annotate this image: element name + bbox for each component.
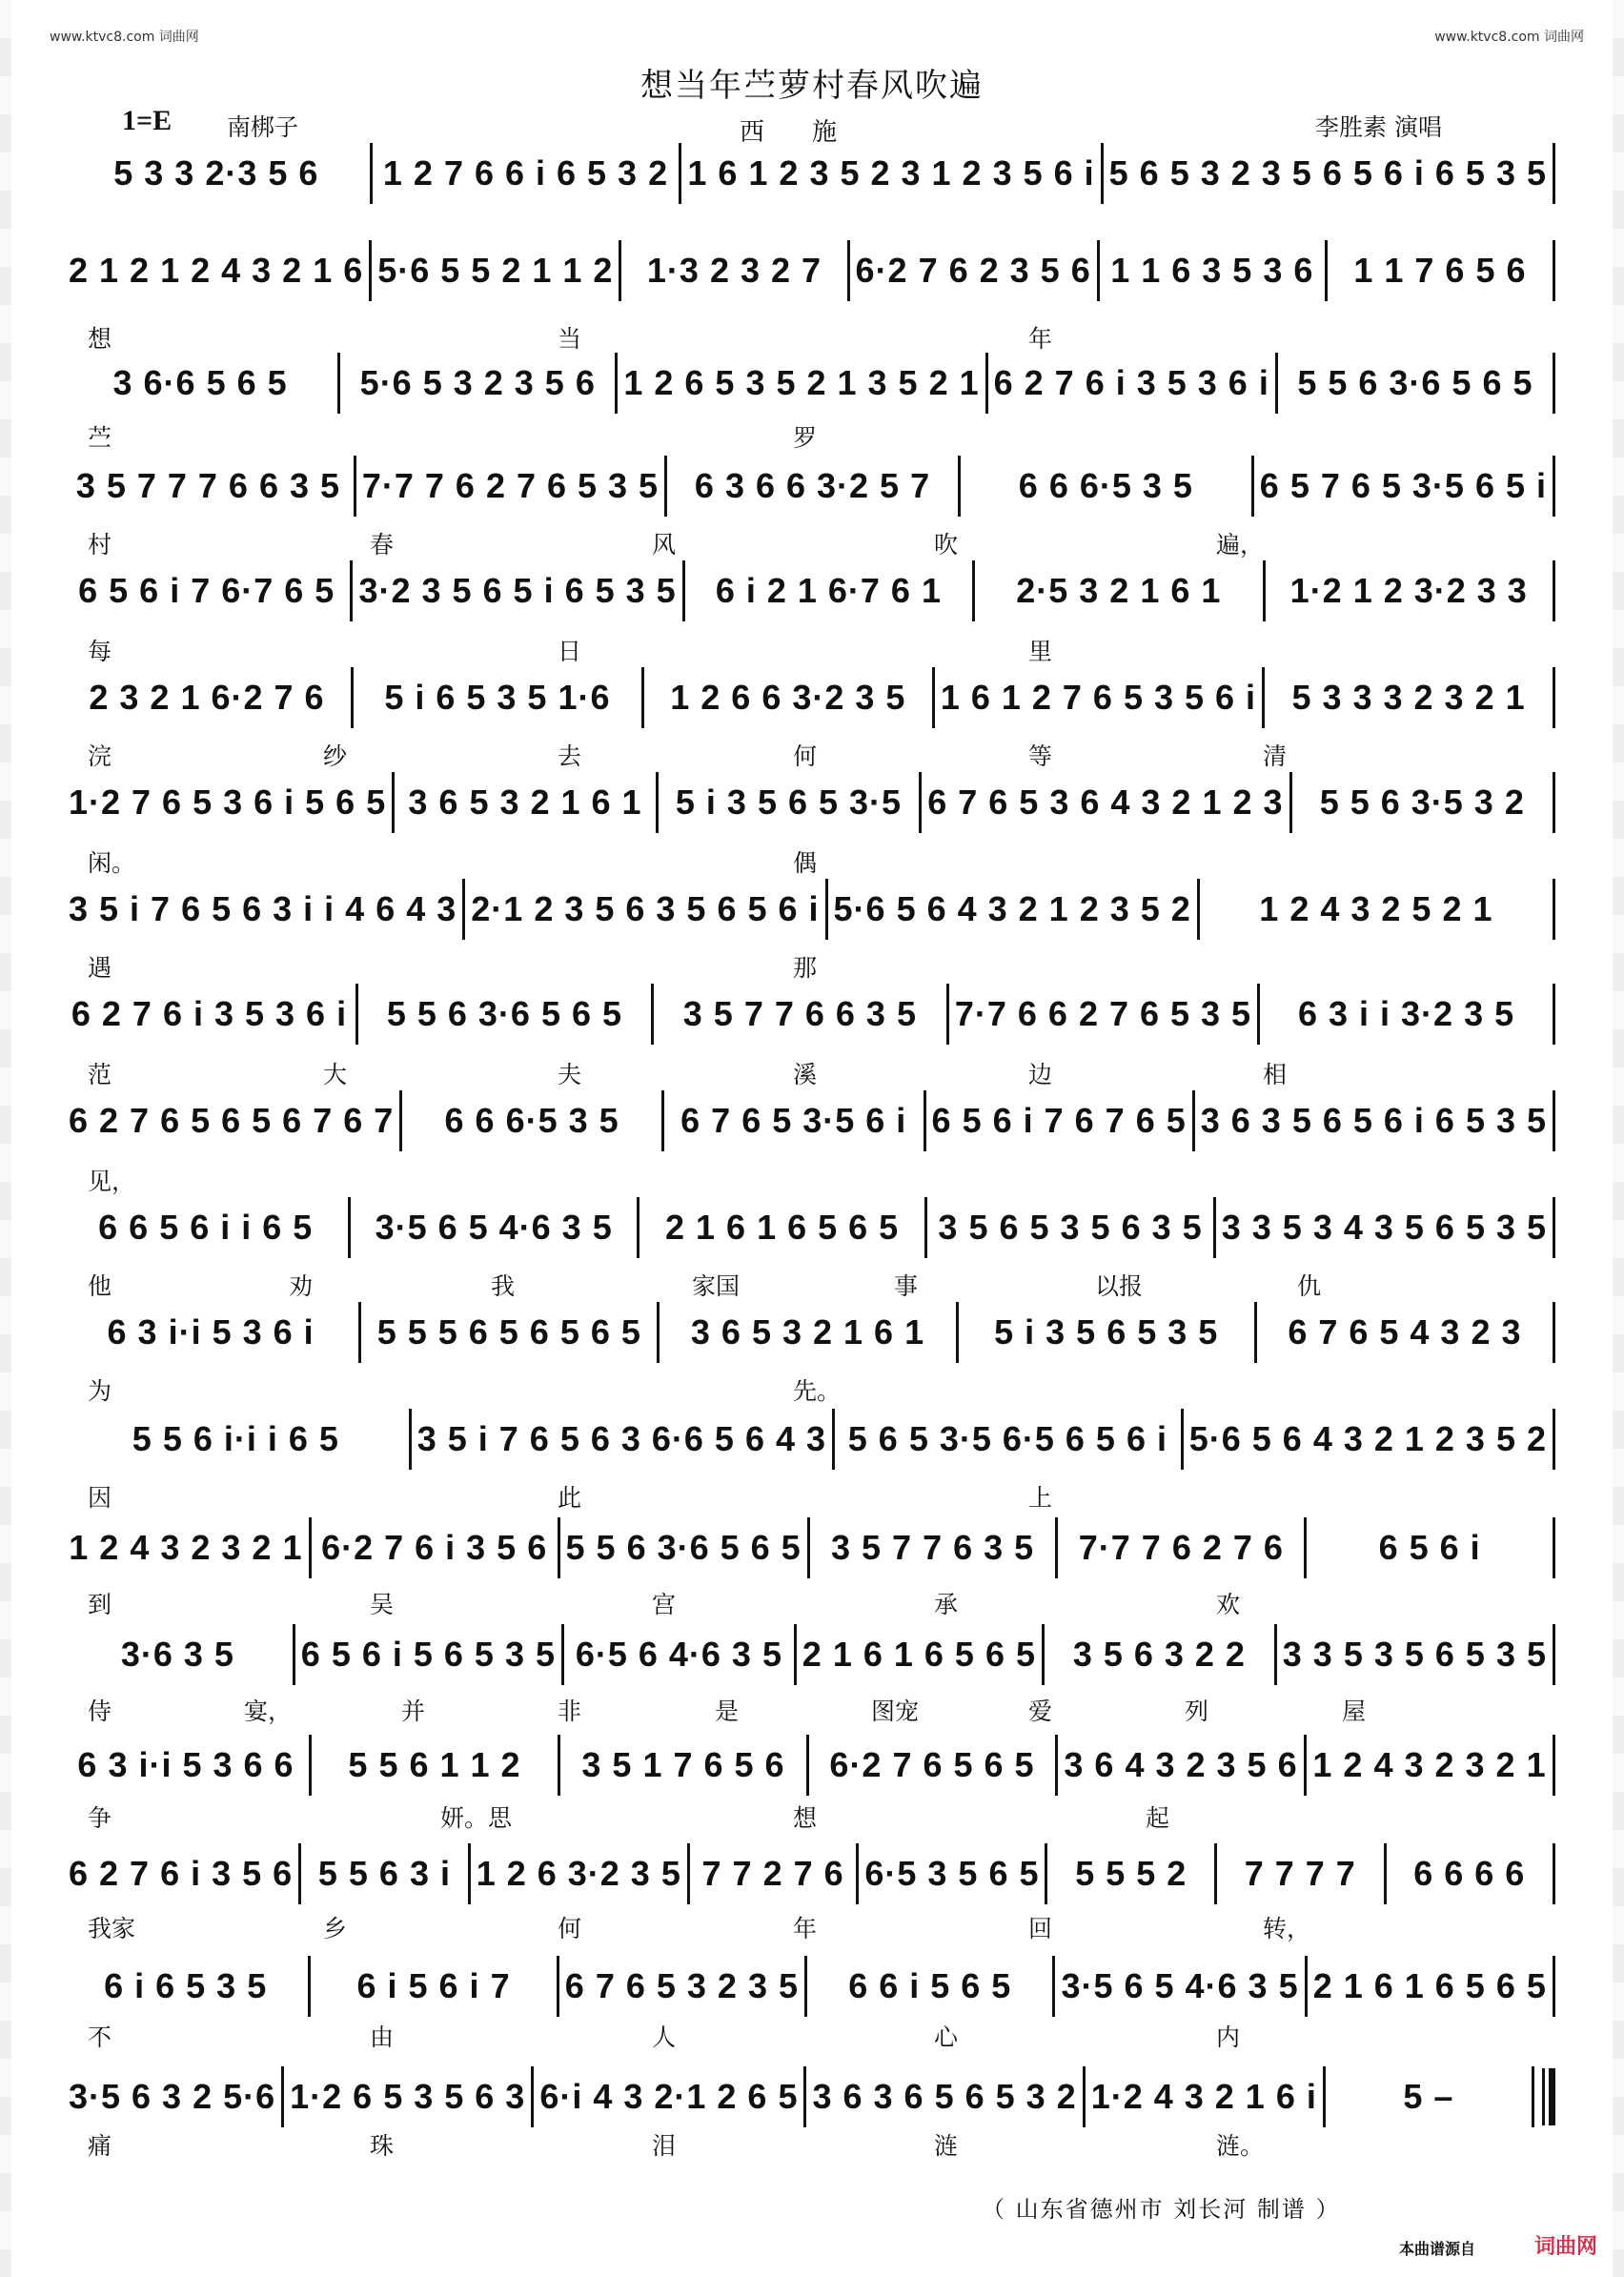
lyric-word: 去 [558,742,582,770]
measure: 3 6 3 6 5 6 5 3 2 [806,2066,1085,2127]
lyric-line [69,2127,1555,2158]
lyric-word: 何 [558,1915,582,1942]
measure: 7 7 2 7 6 [690,1843,860,1904]
lyric-word: 妍。思 [440,1804,513,1832]
measure: 3 5 7 7 6 6 3 5 [654,984,949,1045]
measure: 6 5 6 i 7 6·7 6 5 [69,560,353,621]
measure: 3 5 6 3 2 2 [1045,1624,1277,1685]
lyric-word: 是 [715,1698,740,1725]
lyric-word: 图宠 [871,1698,920,1725]
measure: 6 2 7 6 i 3 5 3 6 i [988,353,1278,414]
measure: 5 3 3 3 2 3 2 1 [1265,667,1555,728]
measure: 5 5 6 1 1 2 [312,1735,560,1796]
lyric-word: 夫 [558,1061,582,1088]
score-line [69,240,1555,301]
lyric-line [69,1910,1555,1941]
lyric-word: 年 [793,1915,818,1942]
lyric-line [69,320,1555,351]
measure: 6 2 7 6 i 3 5 6 [69,1843,301,1904]
left-edge-strip [0,0,11,2277]
measure: 1 1 7 6 5 6 [1328,240,1555,301]
lyric-word: 涟 [934,2132,959,2160]
score-line [69,1197,1555,1258]
measure: 6 7 6 5 3 2 3 5 [559,1956,807,2017]
measure: 5 – [1326,2066,1534,2127]
lyric-word: 遇 [88,954,112,982]
measure: 3 6 5 3 2 1 6 1 [660,1302,958,1363]
lyric-word: 劝 [289,1272,314,1300]
measure: 6 6 5 6 i i 6 5 [69,1197,351,1258]
measure: 3·2 3 5 6 5 i 6 5 3 5 [353,560,684,621]
lyric-line [69,1799,1555,1830]
lyric-word: 村 [88,531,112,559]
score-line [69,560,1555,621]
measure: 1·2 4 3 2 1 6 i [1086,2066,1326,2127]
site-url-right: www.ktvc8.com 词曲网 [1434,30,1584,45]
lyric-word: 到 [88,1591,112,1618]
measure: 5 5 5 6 5 6 5 6 5 [361,1302,660,1363]
score-line [69,1843,1555,1904]
lyric-line [69,1693,1555,1723]
measure: 6 i 6 5 3 5 [69,1956,311,2017]
measure: 2 1 6 1 6 5 6 5 [639,1197,927,1258]
lyric-word: 回 [1028,1915,1053,1942]
measure: 6·i 4 3 2·1 2 6 5 [534,2066,806,2127]
measure: 6 7 6 5 4 3 2 3 [1257,1302,1555,1363]
measure: 5 5 6 i·i i 6 5 [69,1409,412,1470]
lyric-word: 由 [370,2023,395,2051]
measure: 3 5 7 7 7 6 6 3 5 [69,456,356,517]
lyric-line [69,738,1555,768]
measure: 1 6 1 2 7 6 5 3 5 6 i [935,667,1265,728]
measure: 1·2 6 5 3 5 6 3 [284,2066,534,2127]
measure: 6·2 7 6 2 3 5 6 [850,240,1100,301]
lyric-word: 仇 [1297,1272,1322,1300]
measure: 3 5 6 5 3 5 6 3 5 [927,1197,1215,1258]
measure: 3·5 6 5 4·6 3 5 [1055,1956,1307,2017]
measure: 6 5 6 i 7 6 7 6 5 [926,1090,1195,1151]
measure: 1 2 7 6 6 i 6 5 3 2 [373,143,682,204]
measure: 6 5 6 i [1307,1517,1555,1578]
measure: 6 7 6 5 3 6 4 3 2 1 2 3 [922,772,1291,833]
transcriber-credit: （ 山东省德州市 刘长河 制谱 ） [982,2196,1341,2223]
source-label: 本曲谱源自 [1399,2240,1476,2258]
measure: 2 1 2 1 2 4 3 2 1 6 [69,240,372,301]
score-line [69,1090,1555,1151]
score-line [69,772,1555,833]
measure: 6 2 7 6 5 6 5 6 7 6 7 [69,1090,402,1151]
measure: 6 3 i i 3·2 3 5 [1260,984,1555,1045]
lyric-word: 风 [652,531,677,559]
measure: 6 6 i 5 6 5 [807,1956,1055,2017]
measure: 5 i 6 5 3 5 1·6 [354,667,644,728]
lyric-word: 此 [558,1484,582,1512]
lyric-word: 非 [558,1698,582,1725]
measure: 3·5 6 5 4·6 3 5 [351,1197,639,1258]
measure: 6 6 6·5 3 5 [961,456,1254,517]
lyric-word: 并 [401,1698,426,1725]
measure: 5 5 6 3·6 5 6 5 [560,1517,810,1578]
lyric-line [69,949,1555,980]
measure: 5 5 5 2 [1047,1843,1217,1904]
measure: 6·5 3 5 6 5 [859,1843,1047,1904]
measure: 6 5 6 i 5 6 5 3 5 [295,1624,564,1685]
lyric-line [69,1479,1555,1510]
measure: 3 5 i 7 6 5 6 3 i i 4 6 4 3 [69,879,465,940]
lyric-word: 他 [88,1272,112,1300]
measure: 5·6 5 3 2 3 5 6 [340,353,618,414]
lyric-word: 起 [1146,1804,1170,1832]
score-line [69,1409,1555,1470]
measure: 5 5 6 3 i [301,1843,471,1904]
measure: 6 5 7 6 5 3·5 6 5 i [1254,456,1555,517]
lyric-word: 侍 [88,1698,112,1725]
lyric-line [69,526,1555,557]
lyric-word: 痛 [88,2132,112,2160]
lyric-word: 我 [491,1272,516,1300]
measure: 1 2 6 5 3 5 2 1 3 5 2 1 [618,353,987,414]
measure: 5·6 5 6 4 3 2 1 2 3 5 2 [1184,1409,1555,1470]
measure: 1 2 6 6 3·2 3 5 [644,667,935,728]
measure: 6 i 2 1 6·7 6 1 [685,560,975,621]
lyric-word: 当 [558,325,582,353]
lyric-word: 人 [652,2023,677,2051]
lyric-word: 罗 [793,424,818,452]
measure: 5·6 5 6 4 3 2 1 2 3 5 2 [828,879,1200,940]
lyric-word: 宫 [652,1591,677,1618]
lyric-word: 承 [934,1591,959,1618]
lyric-word: 想 [793,1804,818,1832]
lyric-line [69,2019,1555,2049]
lyric-word: 因 [88,1484,112,1512]
measure: 7·7 7 6 2 7 6 [1058,1517,1307,1578]
lyric-word: 日 [558,638,582,665]
score-line [69,667,1555,728]
measure: 3 6 4 3 2 3 5 6 [1058,1735,1307,1796]
role-name: 西施 [740,118,885,147]
measure: 2·1 2 3 5 6 3 5 6 5 6 i [465,879,827,940]
lyric-line [69,1268,1555,1298]
measure: 1 2 4 3 2 3 2 1 [69,1517,312,1578]
measure: 1·2 7 6 5 3 6 i 5 6 5 [69,772,395,833]
lyric-line [69,633,1555,663]
score-line [69,984,1555,1045]
lyric-word: 内 [1216,2023,1241,2051]
lyric-line [69,1163,1555,1193]
lyric-word: 事 [894,1272,919,1300]
score-line [69,143,1555,204]
score-line [69,1956,1555,2017]
measure: 3·6 3 5 [69,1624,295,1685]
lyric-word: 偶 [793,849,818,877]
lyric-word: 先。 [793,1377,842,1405]
measure: 3 5 i 7 6 5 6 3 6·6 5 6 4 3 [412,1409,835,1470]
score-line [69,1735,1555,1796]
measure: 6·2 7 6 5 6 5 [809,1735,1058,1796]
measure: 1 2 6 3·2 3 5 [471,1843,690,1904]
lyric-word: 以报 [1095,1272,1144,1300]
measure: 2 1 6 1 6 5 6 5 [797,1624,1045,1685]
measure: 2 1 6 1 6 5 6 5 [1308,1956,1555,2017]
tune-type: 南梆子 [227,113,299,141]
measure: 6 i 5 6 i 7 [311,1956,558,2017]
lyric-line [69,1056,1555,1087]
lyric-word: 每 [88,638,112,665]
measure: 6 6 6 6 [1387,1843,1556,1904]
lyric-word: 心 [934,2023,959,2051]
right-edge-strip [1613,0,1624,2277]
measure: 1·3 2 3 2 7 [621,240,849,301]
lyric-word: 家国 [692,1272,741,1300]
lyric-word: 为 [88,1377,112,1405]
lyric-word: 春 [370,531,395,559]
lyric-word: 宴， [244,1698,293,1725]
measure: 3 6 3 5 6 5 6 i 6 5 3 5 [1195,1090,1555,1151]
song-title: 想当年苎萝村春风吹遍 [640,67,984,105]
lyric-word: 爱 [1028,1698,1053,1725]
lyric-word: 溪 [793,1061,818,1088]
measure: 5 i 3 5 6 5 3 5 [959,1302,1257,1363]
lyric-word: 争 [88,1804,112,1832]
lyric-word: 泪 [652,2132,677,2160]
lyric-word: 列 [1185,1698,1209,1725]
measure: 6 3 6 6 3·2 5 7 [667,456,961,517]
lyric-word: 吹 [934,531,959,559]
key-signature: 1=E [122,105,173,136]
measure: 3 6·6 5 6 5 [69,353,340,414]
lyric-word: 浣 [88,742,112,770]
lyric-word: 闲。 [88,849,136,877]
lyric-word: 纱 [323,742,348,770]
lyric-line [69,1586,1555,1616]
lyric-word: 何 [793,742,818,770]
measure: 3 6 5 3 2 1 6 1 [395,772,659,833]
lyric-word: 不 [88,2023,112,2051]
lyric-word: 吴 [370,1591,395,1618]
lyric-word: 遍， [1216,531,1265,559]
score-line [69,1517,1555,1578]
lyric-word: 大 [323,1061,348,1088]
lyric-word: 转， [1263,1915,1311,1942]
measure: 6·2 7 6 i 3 5 6 [312,1517,560,1578]
lyric-word: 相 [1263,1061,1288,1088]
measure: 1·2 1 2 3·2 3 3 [1266,560,1555,621]
measure: 5 5 6 3·6 5 6 5 [1278,353,1555,414]
lyric-line [69,419,1555,450]
measure: 1 2 4 3 2 3 2 1 [1307,1735,1555,1796]
lyric-word: 乡 [323,1915,348,1942]
measure: 6·5 6 4·6 3 5 [564,1624,797,1685]
measure: 5 6 5 3·5 6·5 6 5 6 i [835,1409,1184,1470]
lyric-word: 欢 [1216,1591,1241,1618]
score-line [69,353,1555,414]
measure: 7·7 6 6 2 7 6 5 3 5 [949,984,1260,1045]
lyric-word: 涟。 [1216,2132,1265,2160]
lyric-word: 等 [1028,742,1053,770]
lyric-word: 见， [88,1168,136,1195]
measure: 6 7 6 5 3·5 6 i [664,1090,926,1151]
measure: 5 6 5 3 2 3 5 6 5 6 i 6 5 3 5 [1104,143,1555,204]
measure: 3 3 5 3 5 6 5 3 5 [1277,1624,1555,1685]
lyric-word: 屋 [1342,1698,1367,1725]
site-logo: 词曲网 [1534,2235,1598,2259]
measure: 1 2 4 3 2 5 2 1 [1200,879,1555,940]
final-barline-thick [1549,2068,1555,2125]
lyric-word: 年 [1028,325,1053,353]
score-line [69,2066,1555,2127]
measure: 3 3 5 3 4 3 5 6 5 3 5 [1216,1197,1555,1258]
measure: 5 5 6 3·5 3 2 [1292,772,1556,833]
measure: 6 3 i·i 5 3 6 6 [69,1735,312,1796]
measure: 5·6 5 5 2 1 1 2 [372,240,621,301]
final-barline-thin [1542,2068,1545,2125]
lyric-word: 上 [1028,1484,1053,1512]
measure: 5 3 3 2·3 5 6 [69,143,373,204]
measure: 7·7 7 6 2 7 6 5 3 5 [356,456,667,517]
lyric-word: 苎 [88,424,112,452]
measure: 6 6 6·5 3 5 [402,1090,664,1151]
measure: 3·5 6 3 2 5·6 [69,2066,284,2127]
lyric-word: 边 [1028,1061,1053,1088]
site-url-left: www.ktvc8.com 词曲网 [50,30,199,45]
lyric-word: 清 [1263,742,1288,770]
measure: 3 5 7 7 6 3 5 [810,1517,1059,1578]
lyric-word: 珠 [370,2132,395,2160]
measure: 2·5 3 2 1 6 1 [975,560,1265,621]
measure: 6 2 7 6 i 3 5 3 6 i [69,984,358,1045]
lyric-line [69,1372,1555,1403]
lyric-word: 想 [88,325,112,353]
score-line [69,456,1555,517]
lyric-word: 范 [88,1061,112,1088]
singer-credit: 李胜素 演唱 [1315,113,1442,141]
measure: 5 5 6 3·6 5 6 5 [358,984,654,1045]
lyric-line [69,844,1555,875]
measure: 2 3 2 1 6·2 7 6 [69,667,354,728]
lyric-word: 那 [793,954,818,982]
measure: 1 1 6 3 5 3 6 [1100,240,1328,301]
score-line [69,1302,1555,1363]
lyric-word: 我家 [88,1915,136,1942]
score-line [69,1624,1555,1685]
measure: 5 i 3 5 6 5 3·5 [659,772,923,833]
score-line [69,879,1555,940]
measure: 1 6 1 2 3 5 2 3 1 2 3 5 6 i [681,143,1103,204]
measure: 6 3 i·i 5 3 6 i [69,1302,361,1363]
measure: 7 7 7 7 [1217,1843,1387,1904]
measure: 3 5 1 7 6 5 6 [560,1735,809,1796]
lyric-word: 里 [1028,638,1053,665]
